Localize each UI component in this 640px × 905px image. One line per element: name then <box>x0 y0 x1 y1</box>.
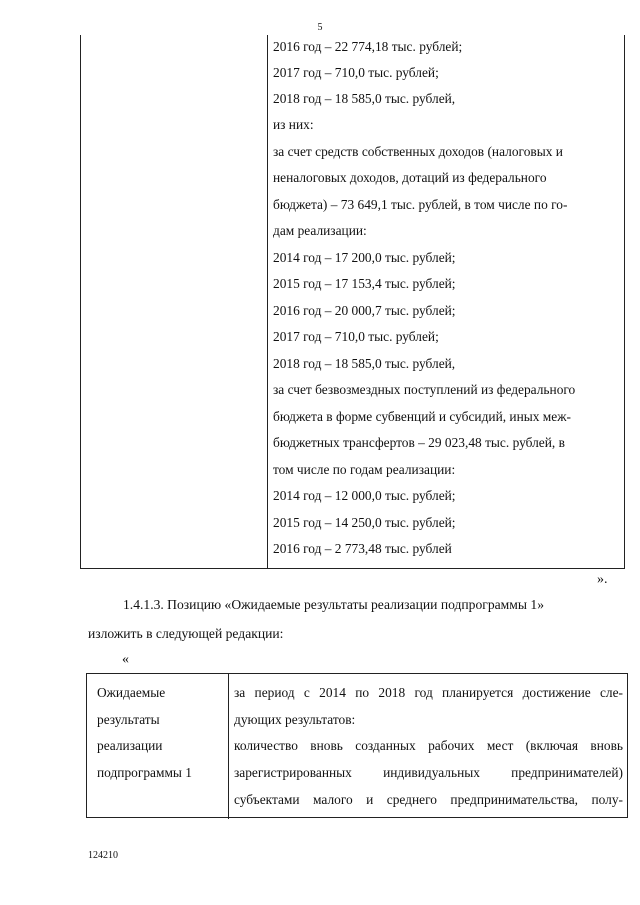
paragraph-line: 1.4.1.3. Позицию «Ожидаемые результаты реализации подпрограммы 1» <box>123 597 545 612</box>
financing-table-value-cell <box>267 35 625 568</box>
table-line: 2017 год – 710,0 тыс. рублей; <box>273 65 439 80</box>
table-column-divider <box>228 674 229 819</box>
opening-quote: « <box>122 652 129 667</box>
table-line: 2018 год – 18 585,0 тыс. рублей, <box>273 91 456 106</box>
table-line: 2015 год – 14 250,0 тыс. рублей; <box>273 515 456 530</box>
financing-table <box>80 35 625 569</box>
table-line: неналоговых доходов, дотаций из федерального <box>273 170 547 185</box>
row-value-line: субъектами малого и среднего предпринимательства, полу- <box>234 792 623 807</box>
row-label-line: результаты <box>97 712 160 727</box>
document-code: 124210 <box>88 850 118 861</box>
expected-results-table <box>86 673 628 818</box>
table-line: 2016 год – 2 773,48 тыс. рублей <box>273 541 452 556</box>
table-line: 2014 год – 17 200,0 тыс. рублей; <box>273 250 456 265</box>
closing-quote: ». <box>597 572 608 587</box>
table-line: бюджета в форме субвенций и субсидий, иных меж- <box>273 409 571 424</box>
row-value-line: количество вновь созданных рабочих мест (включая вновь <box>234 738 623 753</box>
row-value-line: зарегистрированных индивидуальных предпринимателей) <box>234 765 623 780</box>
page-number: 5 <box>317 22 323 33</box>
table-line: 2016 год – 20 000,7 тыс. рублей; <box>273 303 456 318</box>
table-line: из них: <box>273 117 314 132</box>
row-value-line: за период с 2014 по 2018 год планируется достижение сле- <box>234 685 623 700</box>
table-line: дам реализации: <box>273 223 367 238</box>
row-label-line: Ожидаемые <box>97 685 166 700</box>
row-value-line: дующих результатов: <box>234 712 356 727</box>
table-line: 2018 год – 18 585,0 тыс. рублей, <box>273 356 456 371</box>
paragraph-line: изложить в следующей редакции: <box>88 626 284 641</box>
financing-table-label-cell <box>80 35 268 568</box>
table-line: 2017 год – 710,0 тыс. рублей; <box>273 329 439 344</box>
table-line: бюджета) – 73 649,1 тыс. рублей, в том числе по го- <box>273 197 568 212</box>
table-line: 2014 год – 12 000,0 тыс. рублей; <box>273 488 456 503</box>
table-line: 2015 год – 17 153,4 тыс. рублей; <box>273 276 456 291</box>
row-label-line: реализации <box>97 738 163 753</box>
table-line: за счет безвозмездных поступлений из федерального <box>273 382 576 397</box>
table-line: 2016 год – 22 774,18 тыс. рублей; <box>273 39 463 54</box>
table-line: том числе по годам реализации: <box>273 462 456 477</box>
table-line: бюджетных трансфертов – 29 023,48 тыс. рублей, в <box>273 435 565 450</box>
table-line: за счет средств собственных доходов (налоговых и <box>273 144 563 159</box>
row-label-line: подпрограммы 1 <box>97 765 192 780</box>
